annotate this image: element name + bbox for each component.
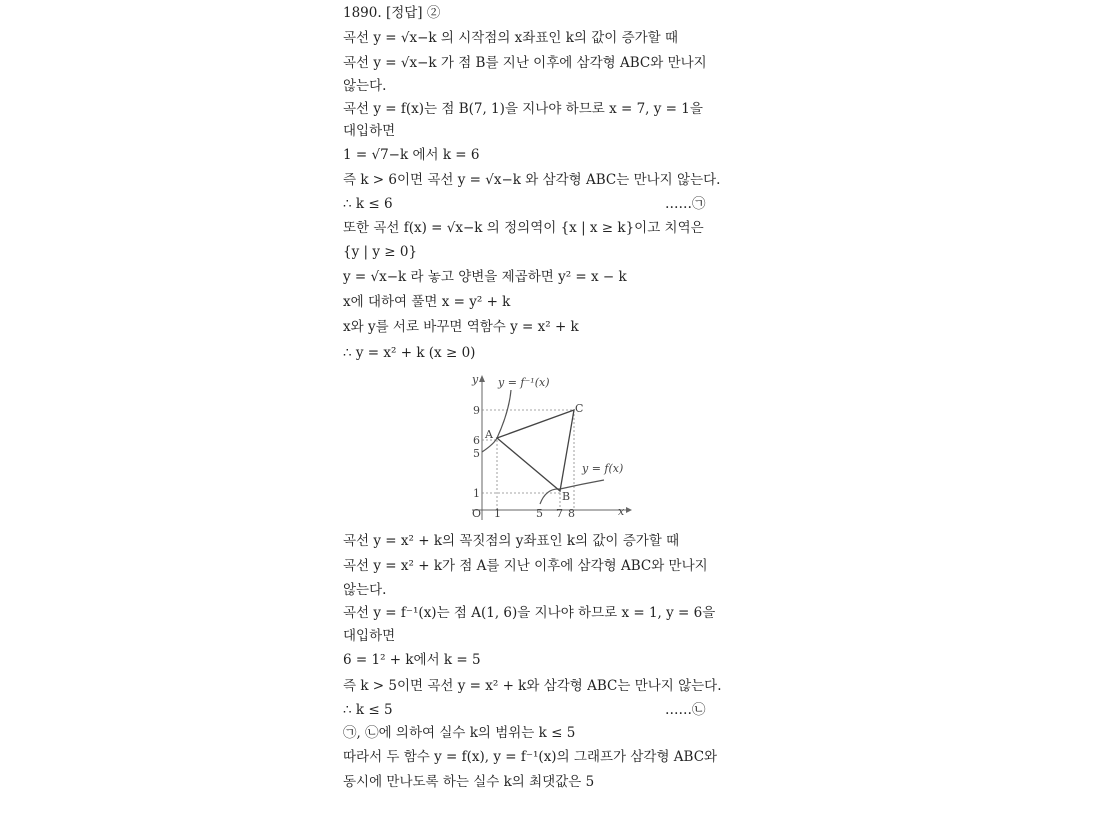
- text-line: 않는다.: [343, 582, 387, 598]
- text-line: 곡선 y = f(x)는 점 B(7, 1)을 지나야 하므로 x = 7, y = 1을: [343, 101, 703, 117]
- graph-figure: [464, 372, 634, 524]
- text-line: x와 y를 서로 바꾸면 역함수 y = x² + k: [343, 319, 579, 335]
- inverse-label: y = f⁻¹(x): [498, 376, 550, 389]
- text-line: 곡선 y = x² + k가 점 A를 지난 이후에 삼각형 ABC와 만나지: [343, 558, 708, 574]
- x-tick-label: 8: [568, 507, 575, 520]
- text-line: 6 = 1² + k에서 k = 5: [343, 652, 481, 668]
- text-line: 즉 k > 6이면 곡선 y = √x−k 와 삼각형 ABC는 만나지 않는다.: [343, 172, 721, 188]
- text-line: 않는다.: [343, 78, 387, 94]
- text-line: ∴ k ≤ 5: [343, 702, 393, 718]
- x-tick-label: 7: [556, 507, 563, 520]
- text-line: 곡선 y = f⁻¹(x)는 점 A(1, 6)을 지나야 하므로 x = 1, y = 6을: [343, 605, 716, 621]
- point-a-label: A: [485, 428, 493, 441]
- x-axis-arrow: [626, 507, 632, 513]
- text-line: 1 = √7−k 에서 k = 6: [343, 147, 480, 163]
- text-line: 또한 곡선 f(x) = √x−k 의 정의역이 {x | x ≥ k}이고 치역은: [343, 220, 704, 236]
- text-line: 곡선 y = √x−k 의 시작점의 x좌표인 k의 값이 증가할 때: [343, 30, 679, 46]
- text-line: ㉠, ㉡에 의하여 실수 k의 범위는 k ≤ 5: [343, 725, 576, 741]
- inverse-curve: [482, 390, 511, 452]
- text-line: y = √x−k 라 놓고 양변을 제곱하면 y² = x − k: [343, 269, 627, 285]
- circled-mark: ……㉡: [665, 702, 706, 718]
- f-curve: [540, 480, 604, 504]
- text-line: 즉 k > 5이면 곡선 y = x² + k와 삼각형 ABC는 만나지 않는다.: [343, 678, 722, 694]
- text-line: x에 대하여 풀면 x = y² + k: [343, 294, 511, 310]
- x-axis-label: x: [618, 505, 625, 518]
- text-line: 따라서 두 함수 y = f(x), y = f⁻¹(x)의 그래프가 삼각형 ABC와: [343, 749, 718, 765]
- point-b-label: B: [562, 490, 571, 503]
- origin-label: O: [472, 507, 482, 520]
- y-tick-label: 1: [473, 487, 480, 500]
- text-line: {y | y ≥ 0}: [343, 244, 418, 260]
- triangle-abc: [497, 410, 574, 491]
- guide-lines: [482, 410, 574, 510]
- y-tick-label: 5: [473, 447, 480, 460]
- text-line: 대입하면: [343, 628, 396, 644]
- x-tick-label: 1: [494, 507, 501, 520]
- text-line: 곡선 y = √x−k 가 점 B를 지난 이후에 삼각형 ABC와 만나지: [343, 55, 707, 71]
- f-label: y = f(x): [582, 462, 624, 475]
- point-c-label: C: [575, 402, 584, 415]
- text-line: 동시에 만나도록 하는 실수 k의 최댓값은 5: [343, 774, 595, 790]
- x-tick-label: 5: [536, 507, 543, 520]
- circled-mark: ……㉠: [665, 196, 706, 212]
- text-line: 곡선 y = x² + k의 꼭짓점의 y좌표인 k의 값이 증가할 때: [343, 533, 680, 549]
- y-axis-label: y: [472, 373, 479, 386]
- y-tick-label: 6: [473, 434, 480, 447]
- text-line: 대입하면: [343, 123, 396, 139]
- answer-heading: 1890. [정답] ②: [343, 5, 441, 21]
- text-line: ∴ k ≤ 6: [343, 196, 393, 212]
- y-tick-label: 9: [473, 404, 480, 417]
- text-line: ∴ y = x² + k (x ≥ 0): [343, 345, 476, 361]
- y-axis-arrow: [479, 375, 485, 382]
